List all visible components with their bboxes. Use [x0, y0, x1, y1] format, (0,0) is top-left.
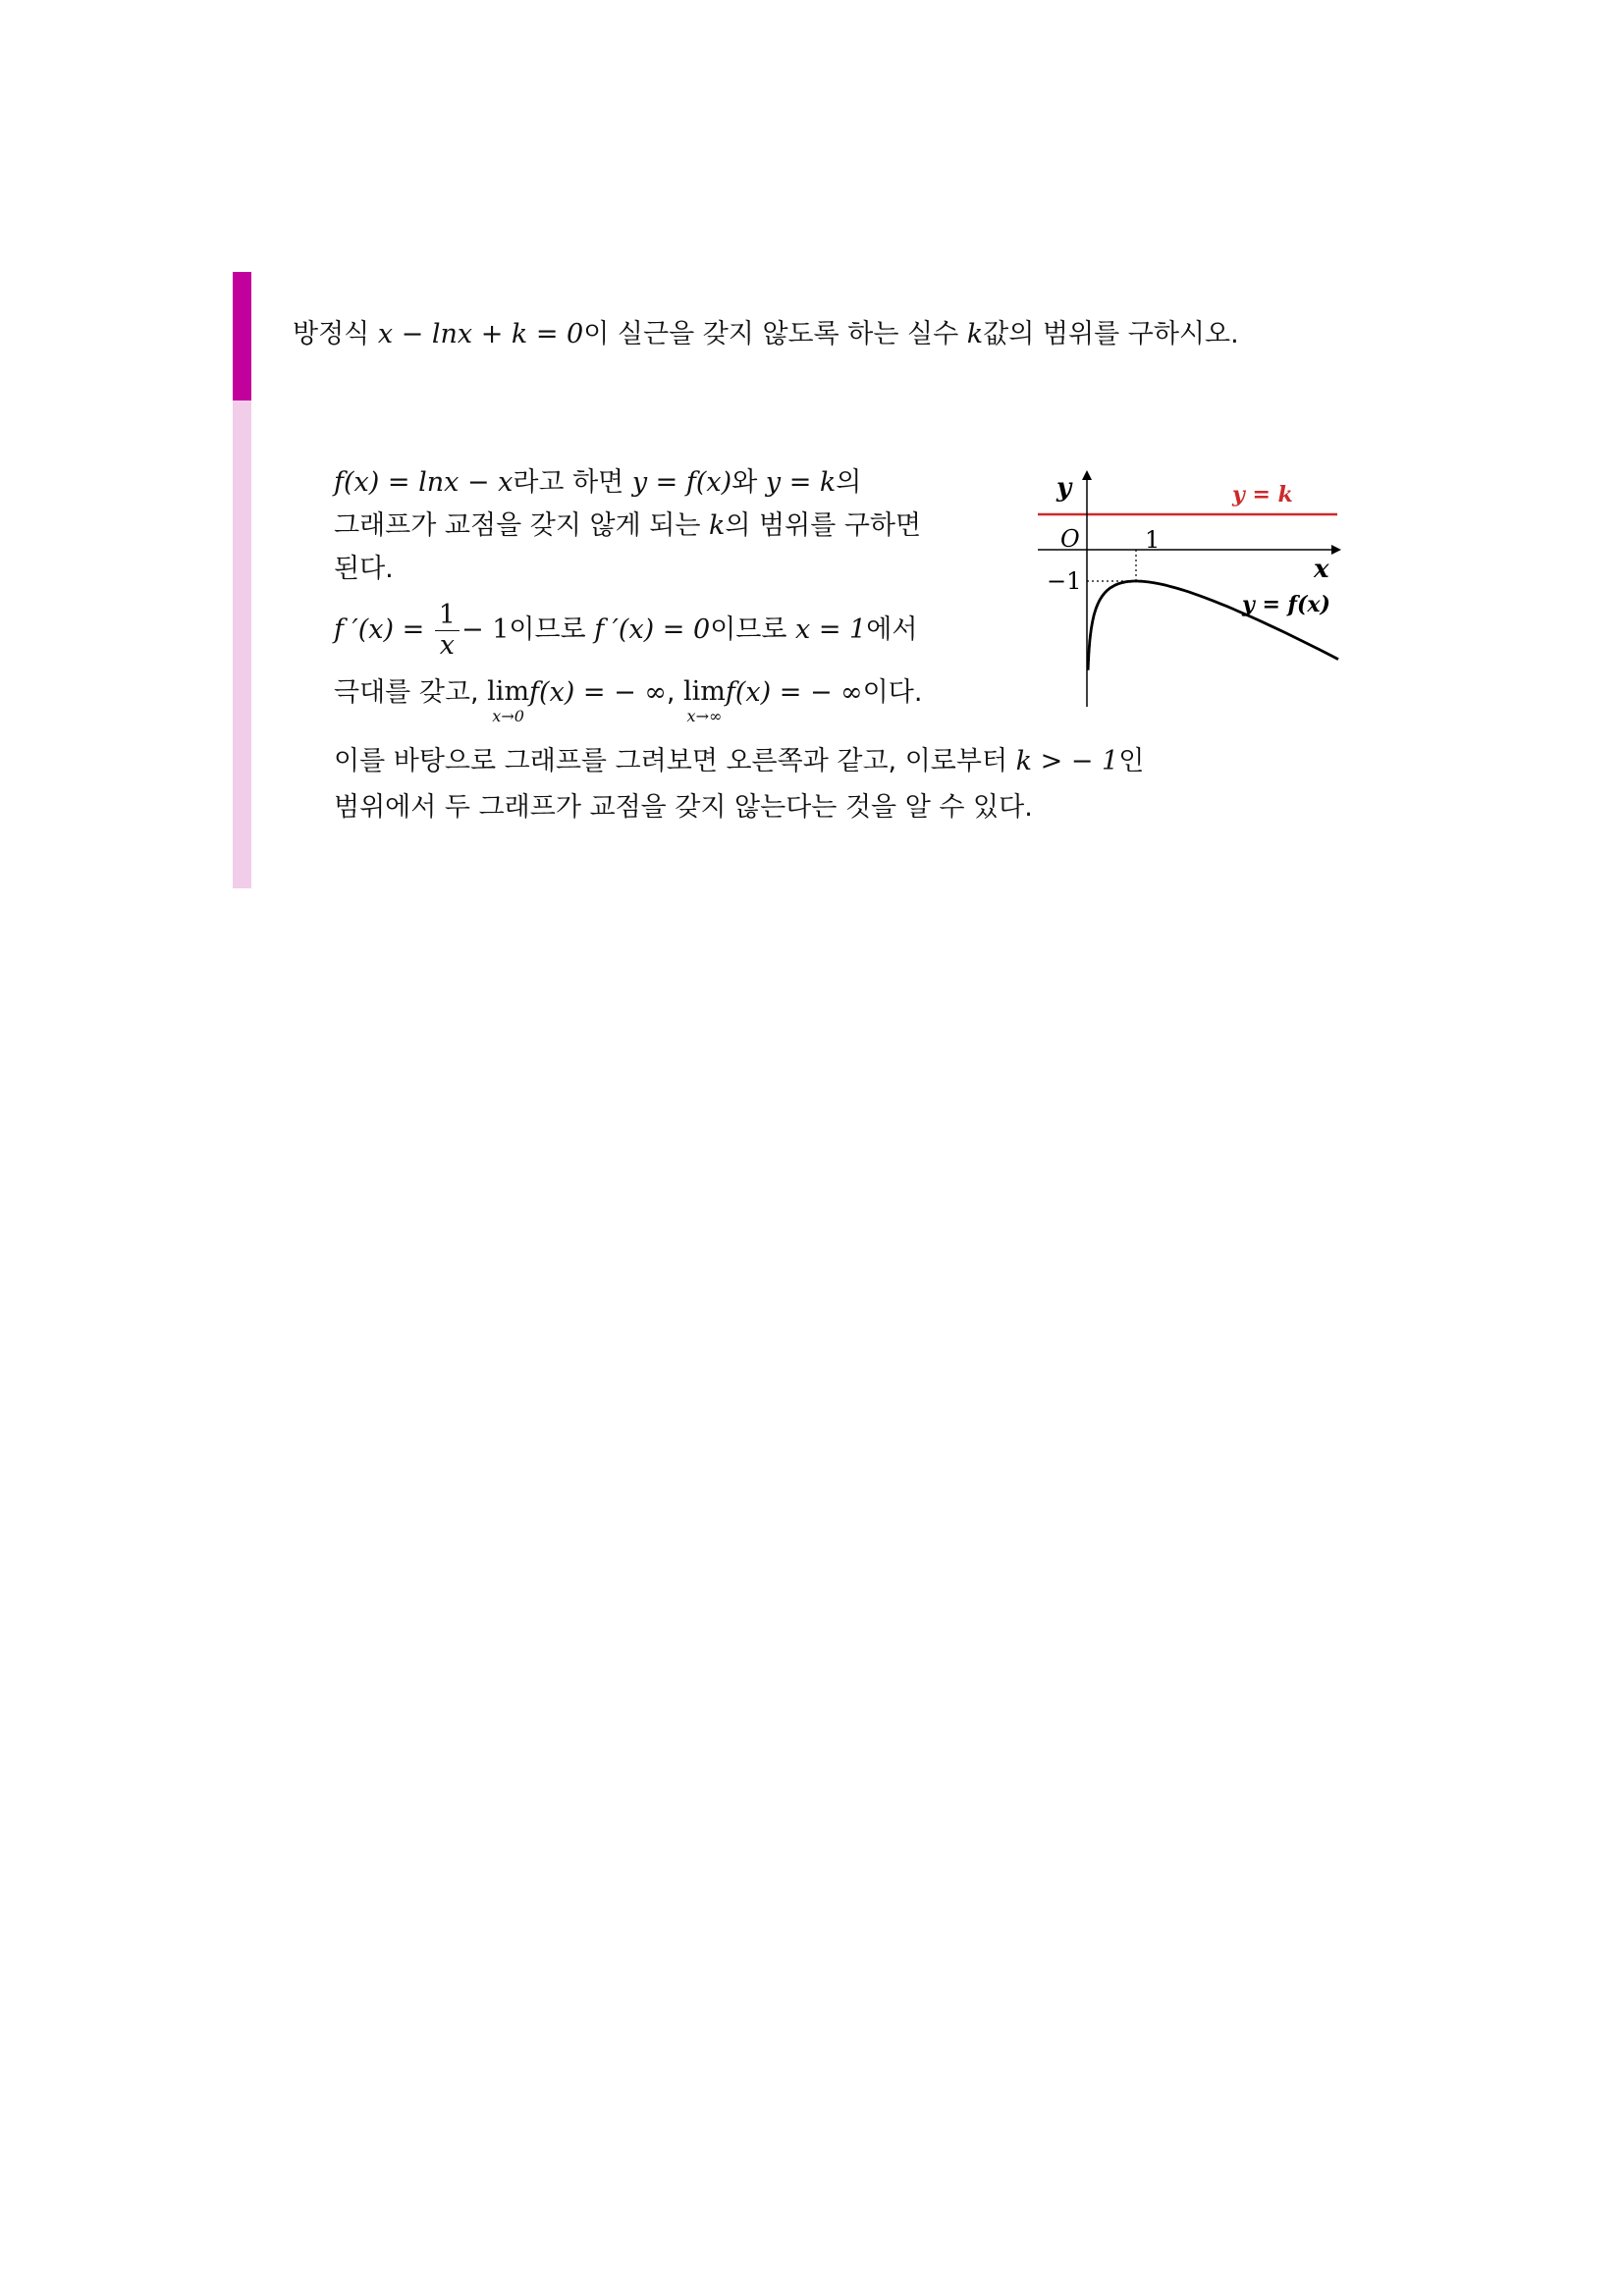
tick-y-minus-1: −1	[1047, 567, 1082, 595]
origin-label: O	[1060, 525, 1080, 553]
y-axis-arrow	[1082, 470, 1092, 480]
y-axis-label: y	[1056, 473, 1072, 503]
curve-label: y = f(x)	[1242, 592, 1330, 617]
solution-line-1: f(x) = lnx − x라고 하면 y = f(x)와 y = k의	[334, 467, 862, 498]
problem-statement: 방정식 x − lnx + k = 0이 실근을 갖지 않도록 하는 실수 k값의 범위를 구하시오.	[293, 319, 1239, 349]
derivative-fraction: $\frac{1}{x}$	[435, 601, 460, 661]
f-definition: f(x) = lnx − x	[334, 467, 514, 498]
solution-line-6: 이를 바탕으로 그래프를 그려보면 오른쪽과 같고, 이로부터 k > − 1인	[334, 746, 1145, 776]
problem-equation: x − lnx + k = 0	[377, 319, 584, 349]
solution-line-4: f ′(x) = $\frac{1}{x}$ − 1이므로 f ′(x) = 0이므로 x = 1에서	[334, 600, 918, 661]
x-axis-arrow	[1331, 545, 1341, 555]
limit-at-zero: lim x→0	[487, 676, 530, 725]
x-axis-label: x	[1314, 555, 1329, 584]
function-graph	[1021, 461, 1345, 717]
accent-bar-bottom	[233, 400, 251, 888]
tick-x-1: 1	[1145, 526, 1161, 554]
limit-at-infinity: lim x→∞	[683, 676, 726, 725]
solution-line-2: 그래프가 교점을 갖지 않게 되는 k의 범위를 구하면	[334, 510, 922, 541]
accent-bar-top	[233, 272, 251, 400]
line-label: y = k	[1232, 482, 1293, 507]
solution-line-3: 된다.	[334, 554, 394, 584]
solution-line-7: 범위에서 두 그래프가 교점을 갖지 않는다는 것을 알 수 있다.	[334, 792, 1033, 823]
solution-line-5: 극대를 갖고, lim x→0 f(x) = − ∞, lim x→∞ f(x) = − ∞이다.	[334, 676, 923, 725]
